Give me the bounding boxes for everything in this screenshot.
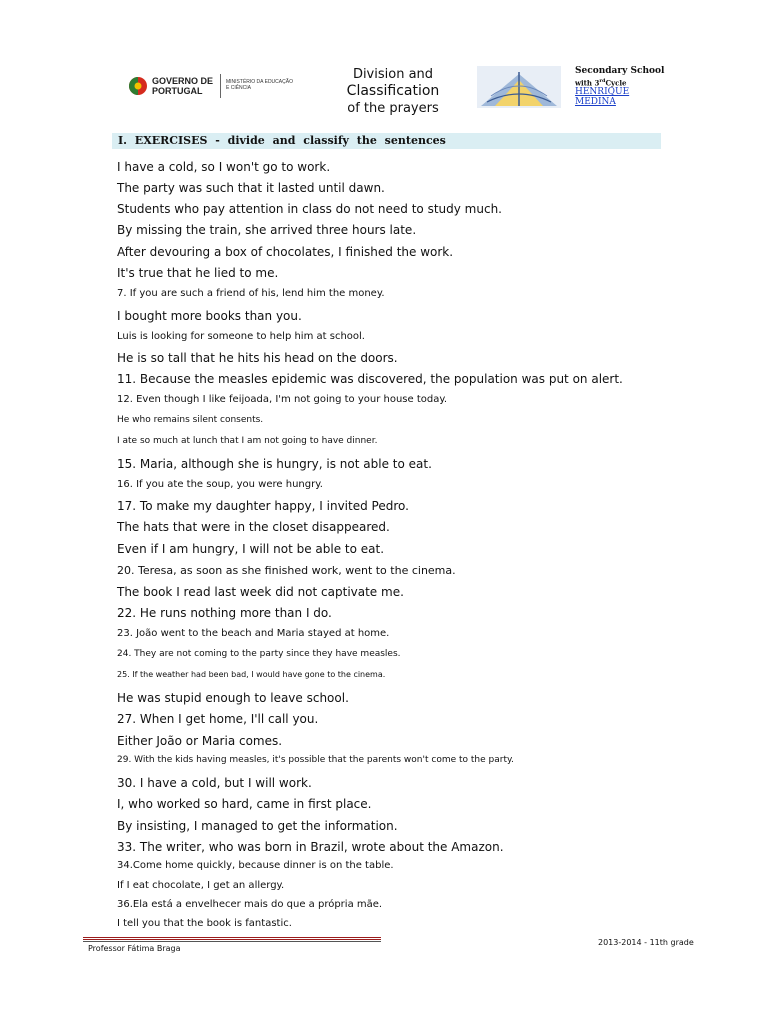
gov-logo-text (152, 76, 213, 96)
portugal-flag-icon (128, 76, 148, 96)
sentence-item: I tell you that the book is fantastic. (117, 918, 292, 929)
sentence-item: 29. With the kids having measles, it's possible that the parents won't come to the party. (117, 755, 514, 765)
footer-teacher: Professor Fátima Braga (88, 944, 181, 953)
page-header (0, 0, 768, 130)
sentence-item: I, who worked so hard, came in first place. (117, 797, 372, 811)
sentence-item: The hats that were in the closet disappeared. (117, 520, 390, 534)
sentence-item: I bought more books than you. (117, 309, 302, 323)
sentence-item: 12. Even though I like feijoada, I'm not going to your house today. (117, 394, 448, 405)
sentence-item: Students who pay attention in class do not need to study much. (117, 202, 502, 216)
section-title: I. EXERCISES - divide and classify the sentences (118, 134, 446, 147)
sentence-item: He was stupid enough to leave school. (117, 691, 349, 705)
sentence-item: I have a cold, so I won't go to work. (117, 160, 331, 174)
sentence-item: 7. If you are such a friend of his, lend him the money. (117, 288, 385, 299)
ministry-line1: MINISTÉRIO DA EDUCAÇÃO (226, 79, 293, 85)
sentence-item: 22. He runs nothing more than I do. (117, 606, 332, 620)
sentence-item: He is so tall that he hits his head on the doors. (117, 351, 398, 365)
title-line2: Classification (346, 83, 440, 99)
sentence-item: 16. If you ate the soup, you were hungry. (117, 479, 323, 490)
sentence-item: 34.Come home quickly, because dinner is on the table. (117, 860, 394, 871)
sentence-item: The book I read last week did not captivate me. (117, 585, 404, 599)
footer-year: 2013-2014 - 11th grade (598, 938, 694, 947)
sentence-item: 23. João went to the beach and Maria stayed at home. (117, 628, 390, 639)
school-link-line1[interactable]: HENRIQUE (575, 87, 630, 98)
sentence-item: If I eat chocolate, I get an allergy. (117, 880, 285, 891)
sentence-item: He who remains silent consents. (117, 415, 264, 425)
logo-divider (220, 74, 221, 98)
footer-rule (83, 937, 381, 942)
cycle-suffix: Cycle (605, 78, 627, 88)
sentence-item: 24. They are not coming to the party since they have measles. (117, 649, 401, 659)
sentence-item: 27. When I get home, I'll call you. (117, 712, 319, 726)
sentence-item: 33. The writer, who was born in Brazil, wrote about the Amazon. (117, 840, 504, 854)
cycle-prefix: with 3 (575, 78, 600, 88)
cycle-sup: rd (599, 78, 606, 84)
sentence-item: 15. Maria, although she is hungry, is not able to eat. (117, 457, 432, 471)
government-logo (128, 74, 298, 100)
gov-logo-line2: PORTUGAL (152, 86, 203, 96)
title-line1: Division and (352, 67, 434, 82)
sentence-item: The party was such that it lasted until dawn. (117, 181, 385, 195)
ministry-line2: E CIÊNCIA (226, 85, 252, 91)
sentence-item: I ate so much at lunch that I am not going to have dinner. (117, 436, 378, 446)
sentence-item: Either João or Maria comes. (117, 734, 283, 748)
school-cycle (575, 77, 665, 87)
gov-logo-line1: GOVERNO DE (152, 76, 214, 86)
title-line3: of the prayers (347, 101, 439, 116)
school-emblem-icon (477, 66, 561, 108)
sentence-item: 20. Teresa, as soon as she finished work, went to the cinema. (117, 564, 456, 577)
sentence-item: Even if I am hungry, I will not be able to eat. (117, 542, 385, 556)
sentence-item: 36.Ela está a envelhecer mais do que a própria mãe. (117, 899, 383, 910)
sentence-item: 25. If the weather had been bad, I would have gone to the cinema. (117, 670, 386, 679)
section-heading-bar (112, 133, 661, 149)
sentence-item: By insisting, I managed to get the information. (117, 819, 398, 833)
sentence-item: By missing the train, she arrived three hours late. (117, 223, 417, 237)
sentence-item: 30. I have a cold, but I will work. (117, 776, 312, 790)
sentence-item: 17. To make my daughter happy, I invited Pedro. (117, 499, 409, 513)
school-info (575, 66, 665, 107)
document-title (320, 66, 466, 117)
sentence-item: After devouring a box of chocolates, I finished the work. (117, 245, 454, 259)
school-name: Secondary School (575, 66, 665, 76)
sentence-item: Luis is looking for someone to help him at school. (117, 331, 365, 342)
sentence-item: It's true that he lied to me. (117, 266, 279, 280)
ministry-text (226, 79, 293, 91)
school-link-line2[interactable]: MEDINA (575, 97, 616, 108)
sentence-item: 11. Because the measles epidemic was discovered, the population was put on alert. (117, 372, 623, 386)
